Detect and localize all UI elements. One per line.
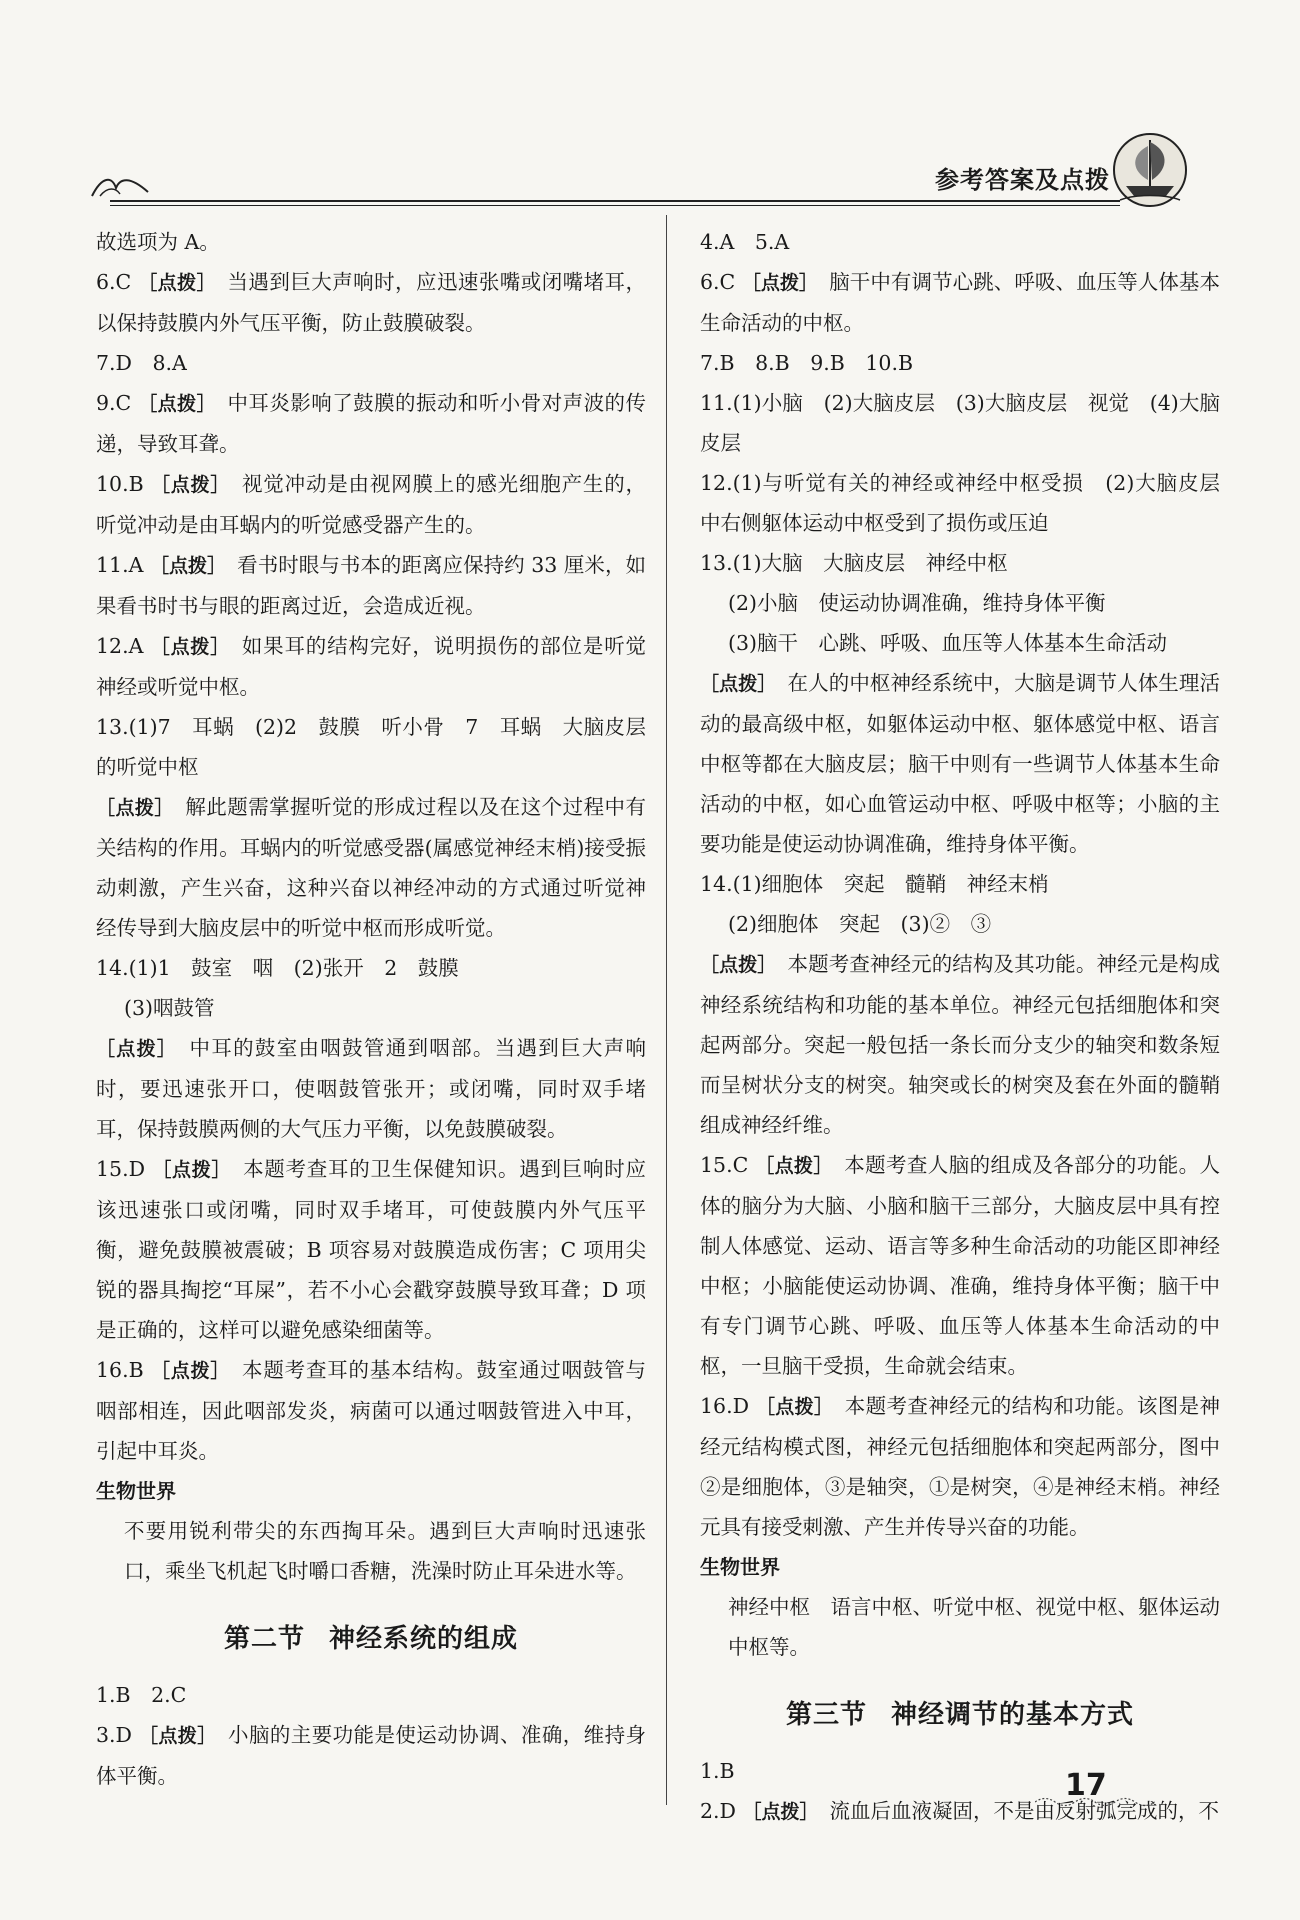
answer-item <box>96 626 646 707</box>
answer-number: 6.C <box>96 270 132 294</box>
hint-tag: ［点拨］ <box>700 954 767 976</box>
answer-item <box>96 1149 646 1350</box>
hint-text: 本题考查耳的基本结构。鼓室通过咽鼓管与咽部相连，因此咽部发炎，病菌可以通过咽鼓管进入中耳，引起中耳炎。 <box>96 1358 646 1463</box>
hint-tag: ［点拨］ <box>700 673 767 695</box>
answer-number: 2.D <box>700 1799 736 1823</box>
answer-line: 4.A 5.A <box>700 230 790 254</box>
answer-number: 3.D <box>96 1723 132 1747</box>
hint-text: 中耳炎影响了鼓膜的振动和听小骨对声波的传递，导致耳聋。 <box>96 391 646 456</box>
page-number: 17 <box>1065 1768 1107 1803</box>
hint-paragraph <box>96 787 646 948</box>
column-divider <box>666 215 667 1805</box>
answer-item <box>700 1145 1220 1386</box>
hint-tag: ［点拨］ <box>150 636 221 658</box>
section-label: 生物世界 <box>700 1555 780 1579</box>
hint-tag: ［点拨］ <box>138 272 207 294</box>
section-title <box>96 1619 646 1659</box>
hint-paragraph <box>700 663 1220 864</box>
answer-item <box>700 262 1220 343</box>
answer-line: 13.(1)7 耳蜗 (2)2 鼓膜 听小骨 7 耳蜗 大脑皮层的听觉中枢 <box>96 715 646 779</box>
hint-tag: ［点拨］ <box>138 1725 208 1747</box>
answer-line: 1.B 2.C <box>96 1683 187 1707</box>
section-name: 神经调节的基本方式 <box>891 1700 1135 1730</box>
answer-number: 11.A <box>96 553 144 577</box>
answer-item <box>96 464 646 545</box>
hint-tag: ［点拨］ <box>151 474 221 496</box>
hint-paragraph <box>700 944 1220 1145</box>
hint-tag: ［点拨］ <box>149 555 217 577</box>
hint-text: 流血后血液凝固，不是由反射弧完成的，不 <box>829 1799 1220 1823</box>
hint-text: 本题考查耳的卫生保健知识。遇到巨响时应该迅速张口或闭嘴，同时双手堵耳，可使鼓膜内外气压平衡，避免鼓膜被震破；B 项容易对鼓膜造成伤害；C 项用尖锐的器具掏挖“耳屎”，若不小心会戳穿鼓膜导致耳聋；D 项是正确的，这样可以避免感染细菌等。 <box>96 1157 646 1342</box>
sailing-ship-icon <box>1110 130 1190 210</box>
answer-number: 6.C <box>700 270 736 294</box>
hint-tag: ［点拨］ <box>151 1360 221 1382</box>
hint-text: 本题考查神经元的结构和功能。该图是神经元结构模式图，神经元包括细胞体和突起两部分，图中②是细胞体，③是轴突，①是树突，④是神经末梢。神经元具有接受刺激、产生并传导兴奋的功能。 <box>700 1394 1220 1539</box>
section-title <box>700 1695 1220 1735</box>
hint-text: 小脑的主要功能是使运动协调、准确，维持身体平衡。 <box>96 1723 646 1788</box>
answer-item <box>96 383 646 464</box>
header-rule <box>110 200 1120 206</box>
answer-subline: (2)细胞体 突起 (3)② ③ <box>728 912 992 936</box>
hint-text: 脑干中有调节心跳、呼吸、血压等人体基本生命活动的中枢。 <box>700 270 1220 335</box>
answer-number: 9.C <box>96 391 132 415</box>
left-column <box>96 222 646 1796</box>
hint-tag: ［点拨］ <box>152 1159 222 1181</box>
answer-line: 11.(1)小脑 (2)大脑皮层 (3)大脑皮层 视觉 (4)大脑皮层 <box>700 391 1220 455</box>
section-number: 第二节 <box>223 1624 305 1654</box>
answer-number: 10.B <box>96 472 144 496</box>
hint-text: 当遇到巨大声响时，应迅速张嘴或闭嘴堵耳，以保持鼓膜内外气压平衡，防止鼓膜破裂。 <box>96 270 646 335</box>
header-title: 参考答案及点拨 <box>935 166 1110 194</box>
hint-tag: ［点拨］ <box>742 1801 810 1823</box>
answer-line: 14.(1)细胞体 突起 髓鞘 神经末梢 <box>700 872 1049 896</box>
hint-tag: ［点拨］ <box>755 1396 824 1418</box>
answer-item <box>96 545 646 626</box>
answer-number: 15.C <box>700 1153 749 1177</box>
answer-line: 14.(1)1 鼓室 咽 (2)张开 2 鼓膜 <box>96 956 459 980</box>
hint-text: 视觉冲动是由视网膜上的感光细胞产生的，听觉冲动是由耳蜗内的听觉感受器产生的。 <box>96 472 646 537</box>
answer-subline: (3)咽鼓管 <box>124 996 215 1020</box>
hint-tag: ［点拨］ <box>741 272 809 294</box>
answer-number: 16.D <box>700 1394 750 1418</box>
right-column <box>700 222 1220 1832</box>
hint-text: 如果耳的结构完好，说明损伤的部位是听觉神经或听觉中枢。 <box>96 634 647 699</box>
hint-paragraph <box>96 1028 646 1149</box>
answer-item <box>96 262 646 343</box>
hint-text: 解此题需掌握听觉的形成过程以及在这个过程中有关结构的作用。耳蜗内的听觉感受器(属感觉神经末梢)接受振动刺激，产生兴奋，这种兴奋以神经冲动的方式通过听觉神经传导到大脑皮层中的听觉中枢而形成听觉。 <box>96 795 647 940</box>
section-label: 生物世界 <box>96 1479 176 1503</box>
wave-ornament-icon <box>90 166 150 202</box>
dotted-ornament-icon <box>1035 1795 1155 1809</box>
answer-line: 7.D 8.A <box>96 351 187 375</box>
hint-text: 看书时眼与书本的距离应保持约 33 厘米，如果看书时书与眼的距离过近，会造成近视。 <box>96 553 646 618</box>
paragraph: 不要用锐利带尖的东西掏耳朵。遇到巨大声响时迅速张口，乘坐飞机起飞时嚼口香糖，洗澡时防止耳朵进水等。 <box>124 1519 646 1583</box>
answer-subline: (2)小脑 使运动协调准确，维持身体平衡 <box>728 591 1106 615</box>
answer-item <box>700 1386 1220 1547</box>
answer-number: 16.B <box>96 1358 144 1382</box>
answer-line: 7.B 8.B 9.B 10.B <box>700 351 914 375</box>
answer-number: 12.A <box>96 634 144 658</box>
section-number: 第三节 <box>785 1700 867 1730</box>
answer-number: 15.D <box>96 1157 146 1181</box>
answer-line: 1.B <box>700 1759 735 1783</box>
paragraph: 神经中枢 语言中枢、听觉中枢、视觉中枢、躯体运动中枢等。 <box>728 1595 1220 1659</box>
answer-item <box>96 1350 646 1471</box>
answer-item <box>96 1715 646 1796</box>
answer-line: 故选项为 A。 <box>96 230 220 254</box>
page-header <box>90 150 1180 210</box>
hint-tag: ［点拨］ <box>96 797 165 819</box>
hint-tag: ［点拨］ <box>96 1038 168 1060</box>
hint-text: 本题考查人脑的组成及各部分的功能。人体的脑分为大脑、小脑和脑干三部分，大脑皮层中具有控制人体感觉、运动、语言等多种生命活动的功能区即神经中枢；小脑能使运动协调、准确，维持身体平衡；脑干中有专门调节心跳、呼吸、血压等人体基本生命活动的中枢，一旦脑干受损，生命就会结束。 <box>700 1153 1220 1378</box>
answer-line: 12.(1)与听觉有关的神经或神经中枢受损 (2)大脑皮层中右侧躯体运动中枢受到了损伤或压迫 <box>700 471 1220 535</box>
hint-text: 中耳的鼓室由咽鼓管通到咽部。当遇到巨大声响时，要迅速张开口，使咽鼓管张开；或闭嘴，同时双手堵耳，保持鼓膜两侧的大气压力平衡，以免鼓膜破裂。 <box>96 1036 647 1141</box>
section-name: 神经系统的组成 <box>329 1624 519 1654</box>
hint-tag: ［点拨］ <box>755 1155 824 1177</box>
answer-subline: (3)脑干 心跳、呼吸、血压等人体基本生命活动 <box>728 631 1168 655</box>
hint-tag: ［点拨］ <box>138 393 207 415</box>
hint-text: 在人的中枢神经系统中，大脑是调节人体生理活动的最高级中枢，如躯体运动中枢、躯体感觉中枢、语言中枢等都在大脑皮层；脑干中则有一些调节人体基本生命活动的中枢，如心血管运动中枢、呼吸中枢等；小脑的主要功能是使运动协调准确，维持身体平衡。 <box>700 671 1221 856</box>
hint-text: 本题考查神经元的结构及其功能。神经元是构成神经系统结构和功能的基本单位。神经元包括细胞体和突起两部分。突起一般包括一条长而分支少的轴突和数条短而呈树状分支的树突。轴突或长的树突及套在外面的髓鞘组成神经纤维。 <box>700 952 1221 1137</box>
answer-line: 13.(1)大脑 大脑皮层 神经中枢 <box>700 551 1008 575</box>
